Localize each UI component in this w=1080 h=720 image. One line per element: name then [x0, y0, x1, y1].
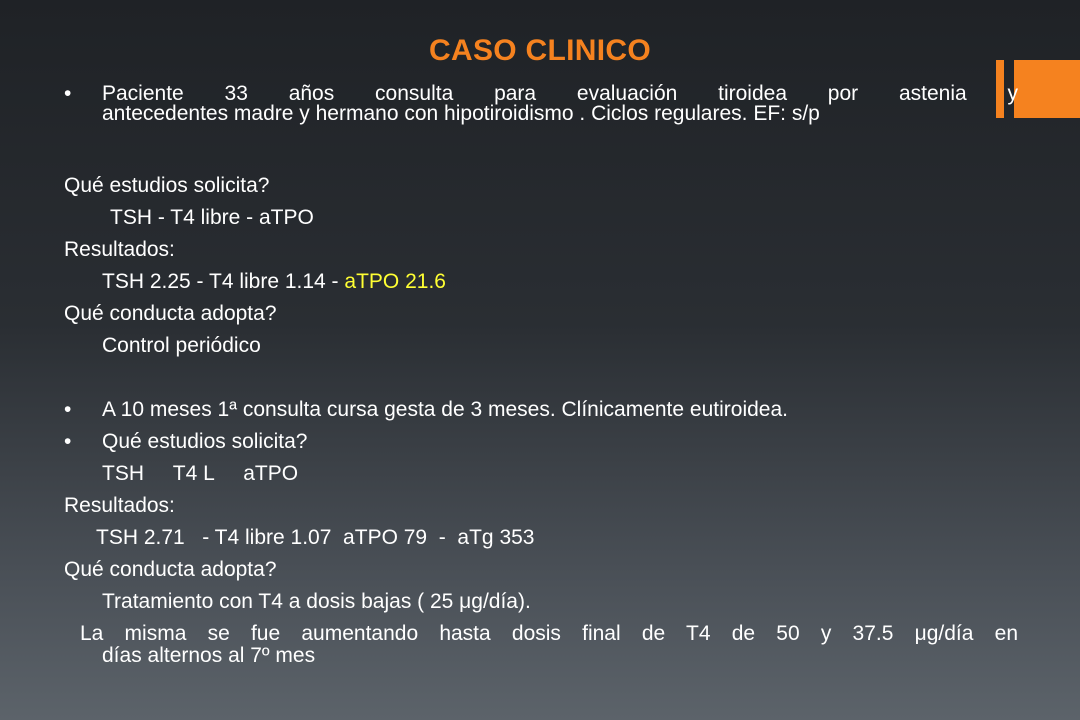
pregnancy-followup: A 10 meses 1ª consulta cursa gesta de 3 meses. Clínicamente eutiroidea. — [102, 398, 788, 421]
question-studies-2: Qué estudios solicita? — [102, 430, 308, 453]
case-description-line-1: Paciente 33 años consulta para evaluación tiroidea por astenia y — [102, 82, 1018, 105]
bullet-marker: • — [64, 430, 72, 453]
slide-title: CASO CLINICO — [429, 34, 651, 67]
studies-list-2: TSH T4 L aTPO — [102, 462, 299, 485]
results-values-1-text: TSH 2.25 - T4 libre 1.14 - — [102, 270, 339, 293]
decorative-accent-block — [1014, 60, 1080, 118]
results-values-2: TSH 2.71 - T4 libre 1.07 aTPO 79 - aTg 353 — [96, 526, 535, 549]
question-conduct-1: Qué conducta adopta? — [64, 302, 277, 325]
answer-conduct-1: Control periódico — [102, 334, 261, 357]
question-conduct-2: Qué conducta adopta? — [64, 558, 277, 581]
studies-list-1: TSH - T4 libre - aTPO — [110, 206, 314, 229]
results-label-1: Resultados: — [64, 238, 175, 261]
treatment-text: Tratamiento con T4 a dosis bajas ( 25 μg/día). — [102, 590, 531, 613]
question-studies-1: Qué estudios solicita? — [64, 174, 270, 197]
results-label-2: Resultados: — [64, 494, 175, 517]
results-values-1 — [102, 270, 446, 294]
bullet-marker: • — [64, 82, 72, 105]
atpo-highlight: aTPO 21.6 — [344, 270, 446, 293]
dose-adjustment-line-1: La misma se fue aumentando hasta dosis final de T4 de 50 y 37.5 μg/día en — [80, 622, 1018, 645]
bullet-marker: • — [64, 398, 72, 421]
case-description-line-2: antecedentes madre y hermano con hipotiroidismo . Ciclos regulares. EF: s/p — [102, 102, 820, 125]
dose-adjustment-line-2: días alternos al 7º mes — [102, 644, 316, 667]
